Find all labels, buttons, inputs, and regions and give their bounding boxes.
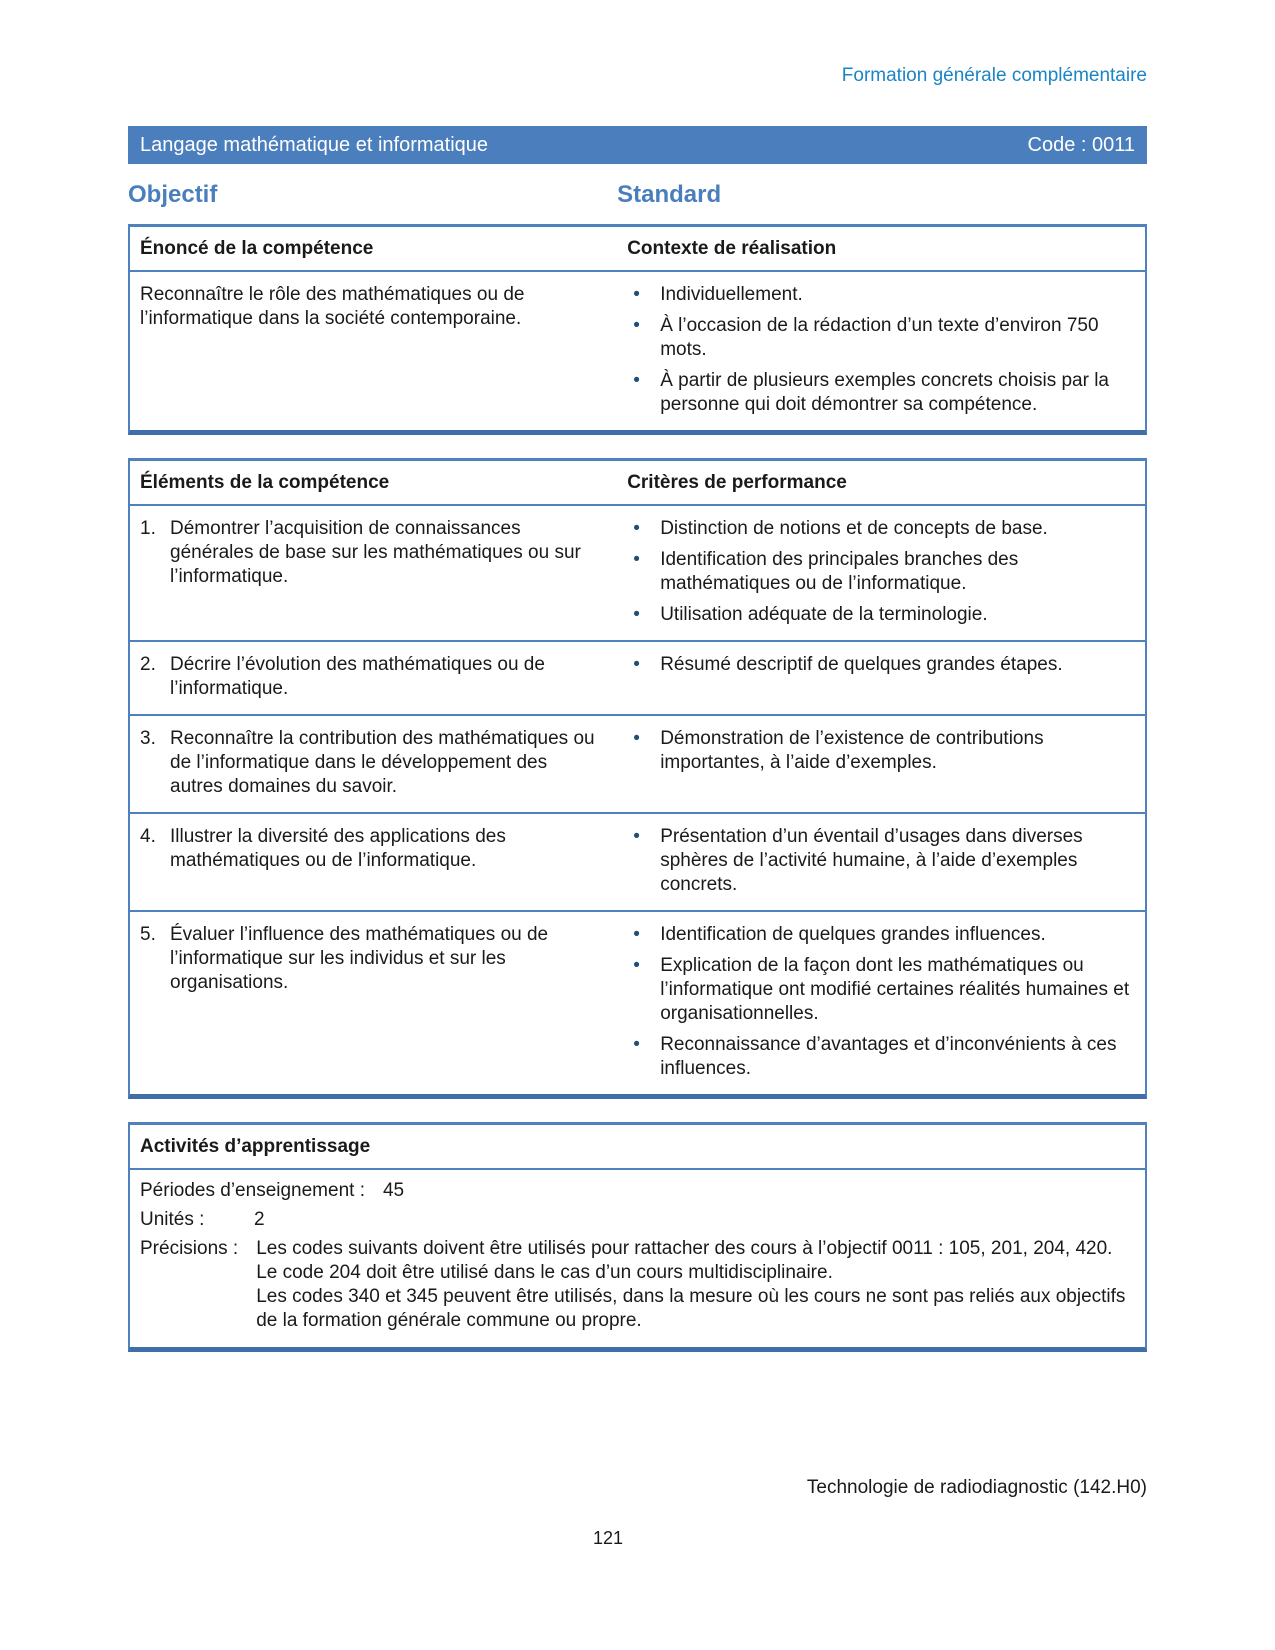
bullet-item — [627, 954, 1131, 1026]
banner-title: Langage mathématique et informatique — [140, 133, 489, 156]
units-label: Unités : — [140, 1209, 205, 1230]
units-row — [140, 1208, 1131, 1232]
element-text: Évaluer l’influence des mathématiques ou de l’informatique sur les individus et sur les organisations. — [170, 924, 549, 993]
bullet-item — [627, 923, 1131, 947]
units-value: 2 — [254, 1209, 265, 1230]
bullet-item — [627, 283, 1131, 307]
bullet-text: Démonstration de l’existence de contributions importantes, à l’aide d’exemples. — [660, 728, 1044, 773]
bullet-icon: • — [633, 826, 640, 847]
precisions-paragraph: Le code 204 doit être utilisé dans le cas d’un cours multidisciplinaire. — [256, 1262, 833, 1283]
bullet-icon: • — [633, 284, 640, 305]
bullet-item — [627, 825, 1131, 897]
criteria-cell — [617, 642, 1145, 714]
criteria-cell — [617, 506, 1145, 640]
contexte-header-cell: Contexte de réalisation — [627, 238, 837, 259]
bullet-item — [627, 517, 1131, 541]
precisions-value — [256, 1237, 1131, 1333]
bullet-icon: • — [633, 654, 640, 675]
element-row — [130, 642, 1145, 716]
element-row — [130, 506, 1145, 642]
activities-header: Activités d’apprentissage — [130, 1125, 1145, 1170]
precisions-row — [140, 1237, 1131, 1333]
element-text: Illustrer la diversité des applications des mathématiques ou de l’informatique. — [170, 826, 506, 871]
bullet-text: Reconnaissance d’avantages et d’inconvénients à ces influences. — [660, 1034, 1117, 1079]
bullet-text: Explication de la façon dont les mathématiques ou l’informatique ont modifié certaines réalités humaines et organisationnelles. — [660, 955, 1130, 1024]
precisions-paragraph: Les codes 340 et 345 peuvent être utilisés, dans la mesure où les cours ne sont pas reliés aux objectifs de la formation générale commune ou propre. — [256, 1286, 1126, 1331]
element-text: Démontrer l’acquisition de connaissances générales de base sur les mathématiques ou sur l’informatique. — [170, 518, 581, 587]
competence-table-row — [130, 272, 1145, 430]
element-number: 1. — [140, 518, 156, 539]
bullet-item — [627, 653, 1131, 677]
element-row — [130, 814, 1145, 912]
periods-label: Périodes d’enseignement : — [140, 1180, 365, 1201]
bullet-icon: • — [633, 549, 640, 570]
bullet-item — [627, 314, 1131, 362]
statement-cell: Reconnaître le rôle des mathématiques ou de l’informatique dans la société contemporaine. — [140, 284, 525, 329]
competence-table — [128, 224, 1147, 435]
criteria-cell — [617, 912, 1145, 1094]
bullet-item — [627, 603, 1131, 627]
column-headings — [128, 181, 1147, 209]
element-cell — [130, 814, 617, 910]
enonce-header-cell: Énoncé de la compétence — [140, 238, 374, 259]
bullet-icon: • — [633, 518, 640, 539]
element-number: 2. — [140, 654, 156, 675]
page-content — [128, 0, 1147, 1375]
bullet-text: À partir de plusieurs exemples concrets choisis par la personne qui doit démontrer sa compétence. — [660, 370, 1109, 415]
elements-table — [128, 458, 1147, 1099]
elements-table-header — [130, 461, 1145, 506]
footer-page-number: 121 — [592, 1528, 624, 1548]
bullet-item — [627, 369, 1131, 417]
activities-body — [130, 1170, 1145, 1347]
bullet-text: Présentation d’un éventail d’usages dans diverses sphères de l’activité humaine, à l’aide d’exemples concrets. — [660, 826, 1083, 895]
element-row — [130, 912, 1145, 1094]
bullet-text: Utilisation adéquate de la terminologie. — [660, 604, 988, 625]
bullet-text: Résumé descriptif de quelques grandes étapes. — [660, 654, 1063, 675]
bullet-icon: • — [633, 728, 640, 749]
bullet-text: À l’occasion de la rédaction d’un texte d’environ 750 mots. — [660, 315, 1099, 360]
standard-heading: Standard — [617, 181, 722, 208]
element-cell — [130, 912, 617, 1094]
footer-program: Technologie de radiodiagnostic (142.H0) — [806, 1477, 1147, 1498]
elements-header-cell: Éléments de la compétence — [140, 472, 390, 493]
bullet-icon: • — [633, 955, 640, 976]
element-number: 5. — [140, 924, 156, 945]
criteria-cell — [617, 716, 1145, 812]
bullet-text: Individuellement. — [660, 284, 803, 305]
periods-value: 45 — [382, 1180, 405, 1201]
bullet-icon: • — [633, 924, 640, 945]
section-label: Formation générale complémentaire — [841, 65, 1147, 86]
element-text: Reconnaître la contribution des mathématiques ou de l’informatique dans le développement des autres domaines du savoir. — [170, 728, 595, 797]
activities-table — [128, 1122, 1147, 1352]
periods-row — [140, 1179, 1131, 1203]
objectif-heading: Objectif — [128, 181, 218, 208]
element-cell — [130, 642, 617, 714]
precisions-label: Précisions : — [140, 1238, 239, 1259]
bullet-item — [627, 1033, 1131, 1081]
element-number: 4. — [140, 826, 156, 847]
context-cell — [617, 272, 1145, 430]
element-cell — [130, 716, 617, 812]
criteria-cell — [617, 814, 1145, 910]
bullet-icon: • — [633, 315, 640, 336]
bullet-text: Identification des principales branches des mathématiques ou de l’informatique. — [660, 549, 1019, 594]
bullet-item — [627, 727, 1131, 775]
course-banner — [128, 126, 1147, 164]
element-text: Décrire l’évolution des mathématiques ou de l’informatique. — [170, 654, 545, 699]
element-row — [130, 716, 1145, 814]
bullet-item — [627, 548, 1131, 596]
bullet-icon: • — [633, 1034, 640, 1055]
criteres-header-cell: Critères de performance — [627, 472, 847, 493]
element-cell — [130, 506, 617, 640]
bullet-text: Distinction de notions et de concepts de base. — [660, 518, 1048, 539]
bullet-icon: • — [633, 370, 640, 391]
banner-code: Code : 0011 — [1027, 133, 1135, 156]
bullet-text: Identification de quelques grandes influences. — [660, 924, 1046, 945]
bullet-icon: • — [633, 604, 640, 625]
element-number: 3. — [140, 728, 156, 749]
competence-table-header — [130, 227, 1145, 272]
precisions-paragraph: Les codes suivants doivent être utilisés pour rattacher des cours à l’objectif 0011 : 105, 201, 204, 420. — [256, 1238, 1113, 1259]
